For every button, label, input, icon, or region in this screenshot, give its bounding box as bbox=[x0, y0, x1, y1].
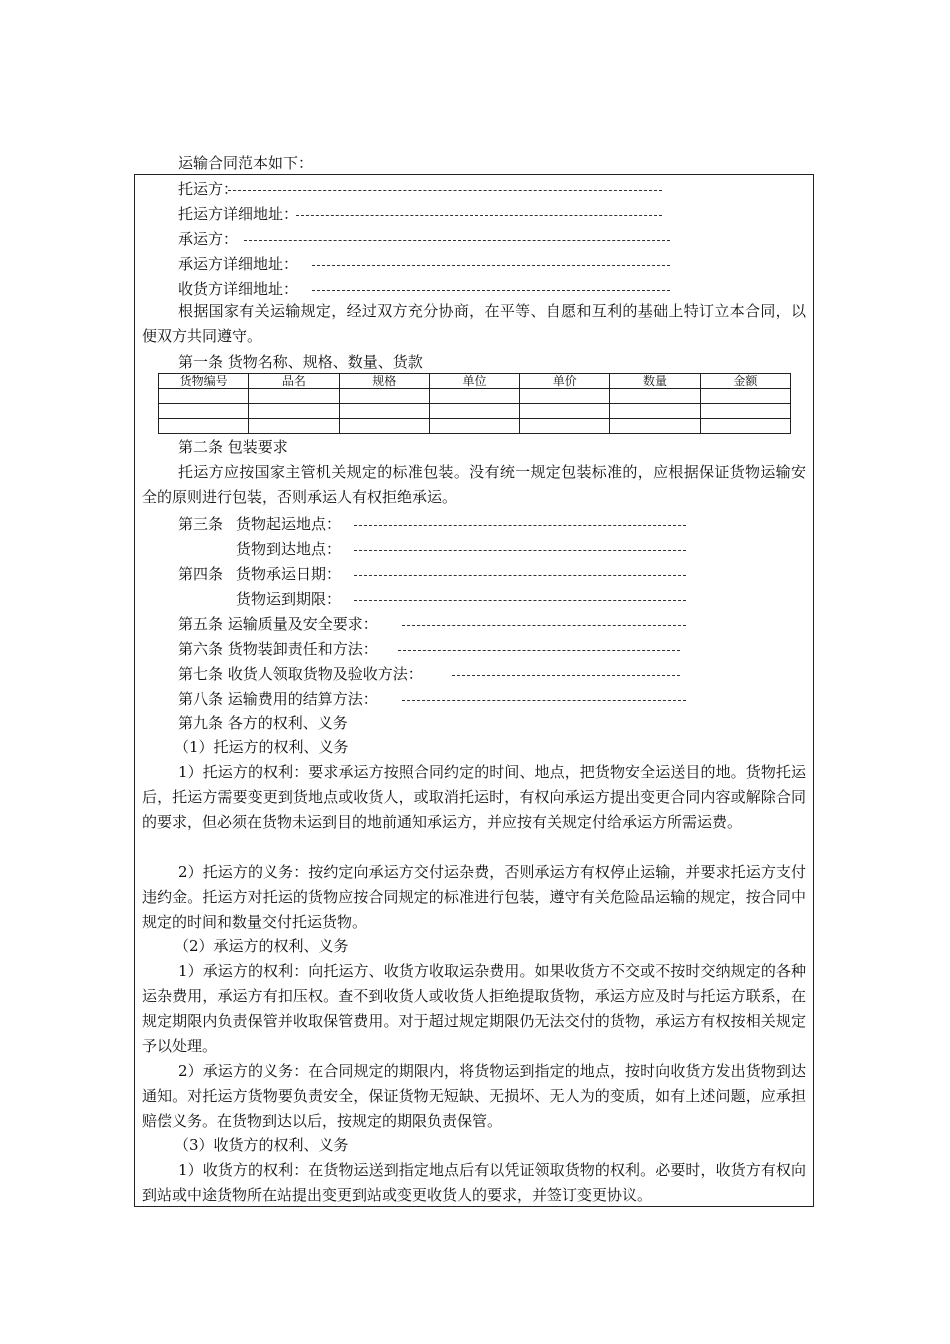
goods-table-row bbox=[159, 419, 791, 434]
goods-cell[interactable] bbox=[610, 389, 700, 404]
origin-blank[interactable] bbox=[354, 525, 686, 526]
goods-cell[interactable] bbox=[339, 419, 429, 434]
goods-table-row bbox=[159, 389, 791, 404]
goods-header-cell: 规格 bbox=[339, 374, 429, 389]
consignor-label: 托运方： bbox=[178, 180, 239, 198]
goods-table-header bbox=[159, 374, 791, 389]
deadline-label: 货物运到期限： bbox=[236, 590, 342, 608]
section2-rights: 1）承运方的权利：向托运方、收货方收取运杂费用。如果收货方不交或不按时交纳规定的各种运杂费用，承运方有扣压权。查不到收货人或收货人拒绝提取货物，承运方应及时与托运方联系，在规定期限内负责保管并收取保管费用。对于超过规定期限仍无法交付的货物，承运方有权按相关规定予以处理。 bbox=[142, 962, 806, 1055]
section1-duties: 2）托运方的义务：按约定向承运方交付运杂费，否则承运方有权停止运输，并要求托运方支付违约金。托运方对托运的货物应按合同规定的标准进行包装，遵守有关危险品运输的规定，按合同中规定的时间和数量交付托运货物。 bbox=[142, 863, 806, 931]
article3-label: 第三条 bbox=[178, 515, 224, 533]
goods-cell[interactable] bbox=[249, 419, 339, 434]
goods-cell[interactable] bbox=[520, 389, 610, 404]
goods-cell[interactable] bbox=[429, 389, 519, 404]
destination-label: 货物到达地点： bbox=[236, 540, 342, 558]
carrier-blank[interactable] bbox=[244, 240, 670, 241]
section2-duties: 2）承运方的义务：在合同规定的期限内，将货物运到指定的地点，按时向收货方发出货物到达通知。对托运方货物要负责安全，保证货物无短缺、无损坏、无人为的变质，如有上述问题，应承担赔偿义务。在货物到达以后，按规定的期限负责保管。 bbox=[142, 1062, 806, 1130]
section3-rights: 1）收货方的权利：在货物运送到指定地点后有以凭证领取货物的权利。必要时，收货方有权向到站或中途货物所在站提出变更到站或变更收货人的要求，并签订变更协议。 bbox=[142, 1161, 806, 1204]
section1-rights: 1）托运方的权利：要求承运方按照合同约定的时间、地点，把货物安全运送目的地。货物托运后，托运方需要变更到货地点或收货人，或取消托运时，有权向承运方提出变更合同内容或解除合同的要求，但必须在货物未运到目的地前通知承运方，并应按有关规定付给承运方所需运费。 bbox=[142, 763, 806, 831]
article2-text: 托运方应按国家主管机关规定的标准包装。没有统一规定包装标准的，应根据保证货物运输安全的原则进行包装，否则承运人有权拒绝承运。 bbox=[142, 463, 806, 506]
article2-title: 第二条 包装要求 bbox=[178, 438, 288, 456]
goods-cell[interactable] bbox=[159, 389, 249, 404]
goods-cell[interactable] bbox=[700, 389, 790, 404]
consignor-blank[interactable] bbox=[228, 190, 662, 191]
deadline-blank[interactable] bbox=[354, 600, 686, 601]
goods-header-cell: 单位 bbox=[429, 374, 519, 389]
carrier-address-blank[interactable] bbox=[312, 265, 670, 266]
goods-table bbox=[158, 373, 791, 434]
consignor-address-blank[interactable] bbox=[296, 215, 662, 216]
destination-blank[interactable] bbox=[354, 550, 686, 551]
goods-header-cell: 数量 bbox=[610, 374, 700, 389]
article8-label: 第八条 运输费用的结算方法： bbox=[178, 690, 378, 708]
intro-text: 运输合同范本如下： bbox=[178, 154, 314, 172]
goods-header-cell: 货物编号 bbox=[159, 374, 249, 389]
article5-blank[interactable] bbox=[402, 625, 686, 626]
article7-blank[interactable] bbox=[452, 675, 680, 676]
consignee-address-blank[interactable] bbox=[312, 290, 670, 291]
goods-cell[interactable] bbox=[339, 404, 429, 419]
consignee-address-label: 收货方详细地址： bbox=[178, 280, 299, 298]
ship-date-blank[interactable] bbox=[354, 575, 686, 576]
article1-title: 第一条 货物名称、规格、数量、货款 bbox=[178, 353, 423, 371]
preamble-text: 根据国家有关运输规定，经过双方充分协商，在平等、自愿和互利的基础上特订立本合同，以便双方共同遵守。 bbox=[142, 302, 806, 345]
carrier-label: 承运方： bbox=[178, 230, 239, 248]
goods-cell[interactable] bbox=[700, 419, 790, 434]
section2-title: （2）承运方的权利、义务 bbox=[174, 937, 349, 955]
goods-cell[interactable] bbox=[159, 419, 249, 434]
article8-blank[interactable] bbox=[402, 700, 686, 701]
goods-cell[interactable] bbox=[610, 419, 700, 434]
section1-title: （1）托运方的权利、义务 bbox=[174, 738, 349, 756]
goods-cell[interactable] bbox=[700, 404, 790, 419]
goods-cell[interactable] bbox=[249, 389, 339, 404]
article4-label: 第四条 bbox=[178, 565, 224, 583]
article5-label: 第五条 运输质量及安全要求： bbox=[178, 615, 378, 633]
article6-label: 第六条 货物装卸责任和方法： bbox=[178, 640, 378, 658]
goods-cell[interactable] bbox=[249, 404, 339, 419]
goods-header-cell: 品名 bbox=[249, 374, 339, 389]
goods-cell[interactable] bbox=[429, 419, 519, 434]
goods-cell[interactable] bbox=[610, 404, 700, 419]
goods-table-row bbox=[159, 404, 791, 419]
goods-cell[interactable] bbox=[429, 404, 519, 419]
ship-date-label: 货物承运日期： bbox=[236, 565, 342, 583]
origin-label: 货物起运地点： bbox=[236, 515, 342, 533]
goods-cell[interactable] bbox=[159, 404, 249, 419]
goods-cell[interactable] bbox=[339, 389, 429, 404]
goods-header-cell: 金额 bbox=[700, 374, 790, 389]
article9-title: 第九条 各方的权利、义务 bbox=[178, 714, 348, 732]
consignor-address-label: 托运方详细地址： bbox=[178, 205, 299, 223]
article7-label: 第七条 收货人领取货物及验收方法： bbox=[178, 665, 423, 683]
section3-title: （3）收货方的权利、义务 bbox=[174, 1136, 349, 1154]
article6-blank[interactable] bbox=[398, 650, 680, 651]
goods-header-cell: 单价 bbox=[520, 374, 610, 389]
carrier-address-label: 承运方详细地址： bbox=[178, 255, 299, 273]
goods-cell[interactable] bbox=[520, 419, 610, 434]
goods-cell[interactable] bbox=[520, 404, 610, 419]
